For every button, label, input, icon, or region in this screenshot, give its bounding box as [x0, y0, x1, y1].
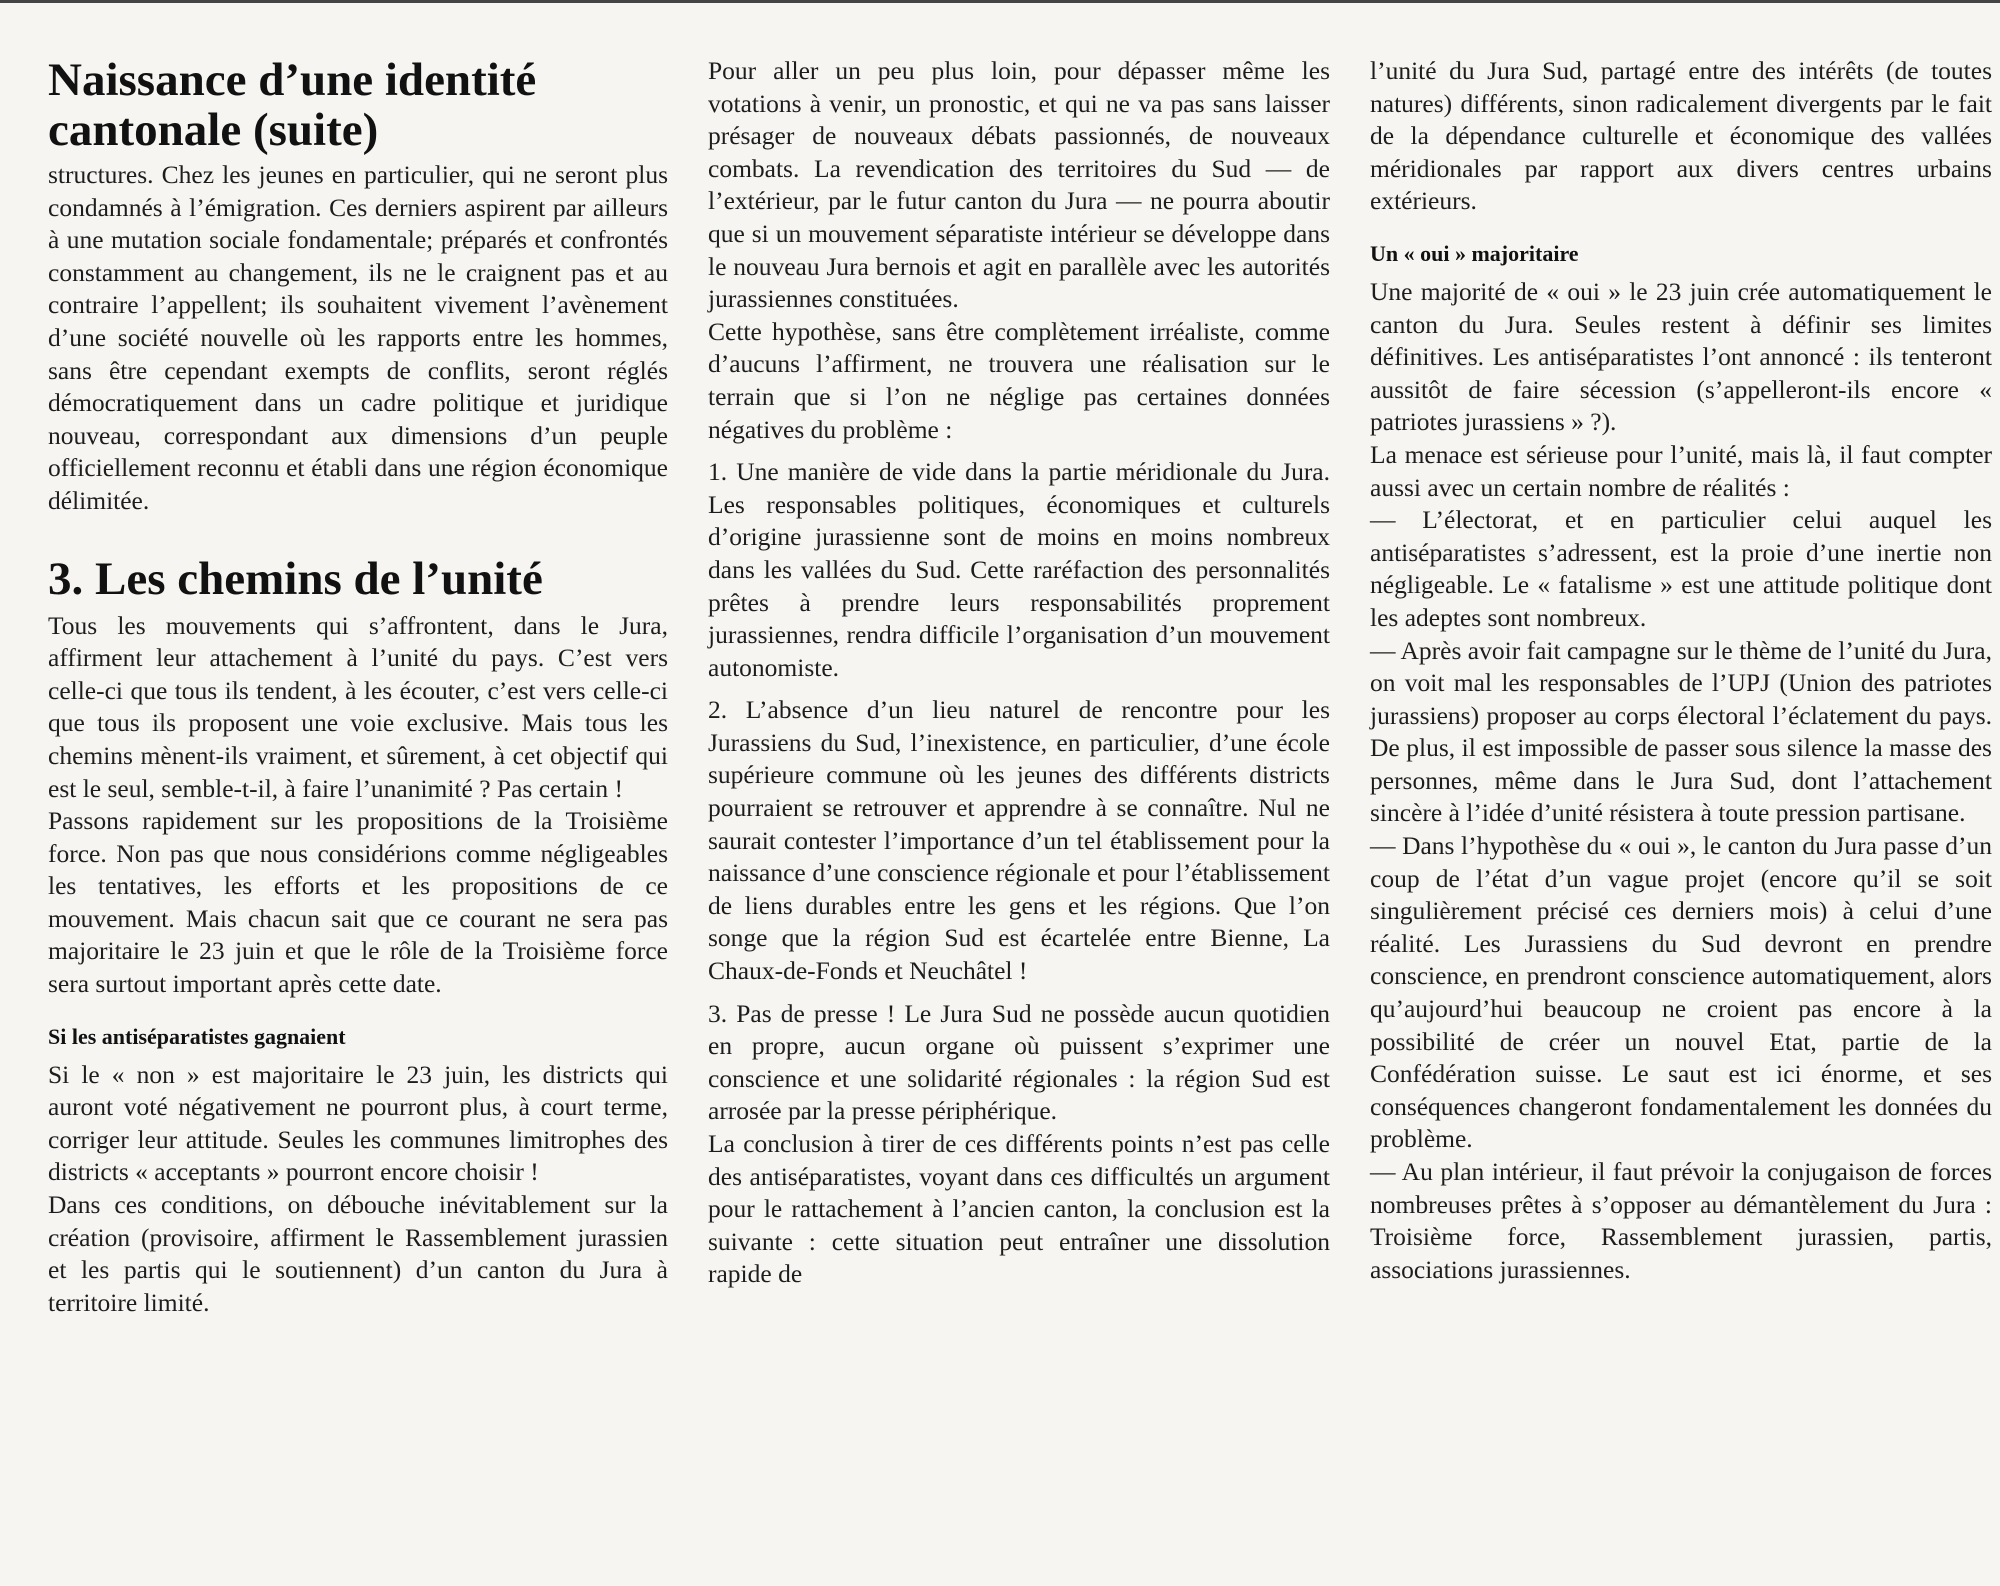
paragraph: Pour aller un peu plus loin, pour dépasser même les votations à venir, un pronostic, et qui ne va pas sans laisser présager de nouveaux débats passionnés, de nouveaux combats. La revendication des territoires du Sud — de l’extérieur, par le futur canton du Jura — ne pourra aboutir que si un mouvement séparatiste intérieur se développe dans le nouveau Jura bernois et agit en parallèle avec les autorités jurassiennes constituées.	[708, 56, 1330, 314]
article-title: Naissance d’une identité cantonale (suite)	[48, 54, 537, 156]
paragraph: Si le « non » est majoritaire le 23 juin, les districts qui auront voté négativement ne pourront plus, à court terme, corriger leur attitude. Seules les communes limitrophes des districts « acceptants » pourront encore choisir !	[48, 1059, 668, 1187]
paragraph: l’unité du Jura Sud, partagé entre des intérêts (de toutes natures) différents, sinon radicalement divergents par le fait de la dépendance culturelle et économique des vallées méridionales par rapport aux divers centres urbains extérieurs.	[1370, 56, 1992, 216]
paragraph: structures. Chez les jeunes en particulier, qui ne seront plus condamnés à l’émigration. Ces derniers aspirent par ailleurs à une mutation sociale fondamentale; préparés et confrontés constamment au changement, ils ne le craignent pas et au contraire l’appellent; ils souhaitent vivement l’avènement d’une société nouvelle où les rapports entre les hommes, sans être cependant exempts de conflits, seront réglés démocratiquement dans un cadre politique et juridique nouveau, correspondant aux dimensions d’un peuple officiellement reconnu et établi dans une région économique délimitée.	[48, 160, 668, 515]
paragraph: Dans ces conditions, on débouche inévitablement sur la création (provisoire, affirment le Rassemblement jurassien et les partis qui le soutiennent) d’un canton du Jura à territoire limité.	[48, 1190, 668, 1317]
subheading: Si les antiséparatistes gagnaient	[48, 1023, 346, 1049]
paragraph: Tous les mouvements qui s’affrontent, dans le Jura, affirment leur attachement à l’unité du pays. C’est vers celle-ci que tous ils tendent, à les écouter, c’est vers celle-ci que tous ils proposent une voie exclusive. Mais tous les chemins mènent-ils vraiment, et sûrement, à cet objectif qui est le seul, semble-t-il, à faire l’unanimité ? Pas certain !	[48, 610, 668, 803]
paragraph: Passons rapidement sur les propositions de la Troisième force. Non pas que nous considérions comme négligeables les tentatives, les efforts et les propositions de ce mouvement. Mais chacun sait que ce courant ne sera pas majoritaire le 23 juin et que le rôle de la Troisième force sera surtout important après cette date.	[48, 806, 668, 999]
paragraph: La menace est sérieuse pour l’unité, mais là, il faut compter aussi avec un certain nombre de réalités :	[1370, 439, 1992, 502]
section-heading: 3. Les chemins de l’unité	[48, 552, 543, 605]
paragraph: Cette hypothèse, sans être complètement irréaliste, comme d’aucuns l’affirment, ne trouvera une réalisation sur le terrain que si l’on ne néglige pas certaines données négatives du problème :	[708, 316, 1330, 444]
column-2	[708, 55, 1330, 1319]
list-item: 3. Pas de presse ! Le Jura Sud ne possède aucun quotidien en propre, aucun organe où puissent s’exprimer une conscience et une solidarité régionales : la région Sud est arrosée par la presse périphérique.	[708, 998, 1330, 1126]
column-1	[48, 55, 668, 1319]
paragraph: — L’électorat, et en particulier celui auquel les antiséparatistes s’adressent, est la proie d’une inertie non négligeable. Le « fatalisme » est une attitude politique dont les adeptes sont nombreux.	[1370, 505, 1992, 632]
paragraph: — Au plan intérieur, il faut prévoir la conjugaison de forces nombreuses prêtes à s’opposer au démantèlement du Jura : Troisième force, Rassemblement jurassien, partis, associations jurassiennes.	[1370, 1157, 1992, 1284]
column-3	[1370, 55, 1992, 1319]
paragraph: La conclusion à tirer de ces différents points n’est pas celle des antiséparatistes, voyant dans ces difficultés un argument pour le rattachement à l’ancien canton, la conclusion est la suivante : cette situation peut entraîner une dissolution rapide de	[708, 1129, 1330, 1289]
paragraph: Une majorité de « oui » le 23 juin crée automatiquement le canton du Jura. Seules restent à définir ses limites définitives. Les antiséparatistes l’ont annoncé : ils tenteront aussitôt de faire sécession (s’appelleront-ils encore « patriotes jurassiens » ?).	[1370, 276, 1992, 437]
paragraph: — Après avoir fait campagne sur le thème de l’unité du Jura, on voit mal les responsables de l’UPJ (Union des patriotes jurassiens) proposer au corps électoral l’éclatement du pays. De plus, il est impossible de passer sous silence la masse des personnes, même dans le Jura Sud, dont l’attachement sincère à l’idée d’unité résistera à toute pression partisane.	[1370, 635, 1992, 828]
text-columns	[48, 54, 1992, 1319]
subheading: Un « oui » majoritaire	[1370, 240, 1579, 266]
list-item: 2. L’absence d’un lieu naturel de rencontre pour les Jurassiens du Sud, l’inexistence, en particulier, d’une école supérieure commune où les jeunes des différents districts pourraient se retrouver et apprendre à se connaître. Nul ne saurait contester l’importance d’un tel établissement pour la naissance d’une conscience régionale et pour l’établissement de liens durables entre les gens et les régions. Que l’on songe que la région Sud est écartelée entre Bienne, La Chaux-de-Fonds et Neuchâtel !	[708, 695, 1330, 986]
paragraph: — Dans l’hypothèse du « oui », le canton du Jura passe d’un coup de l’état d’un vague projet (encore qu’il se soit singulièrement précisé ces derniers mois) à celui d’une réalité. Les Jurassiens du Sud devront en prendre conscience, en prendront conscience automatiquement, alors qu’aujourd’hui beaucoup ne croient pas encore à la possibilité de créer un nouvel Etat, partie de la Confédération suisse. Le saut est ici énorme, et ses conséquences changeront fondamentalement les données du problème.	[1370, 831, 1992, 1154]
list-item: 1. Une manière de vide dans la partie méridionale du Jura. Les responsables politiques, économiques et culturels d’origine jurassienne sont de moins en moins nombreux dans les vallées du Sud. Cette raréfaction des personnalités prêtes à prendre leurs responsabilités proprement jurassiennes, rendra difficile l’organisation d’un mouvement autonomiste.	[708, 457, 1330, 682]
